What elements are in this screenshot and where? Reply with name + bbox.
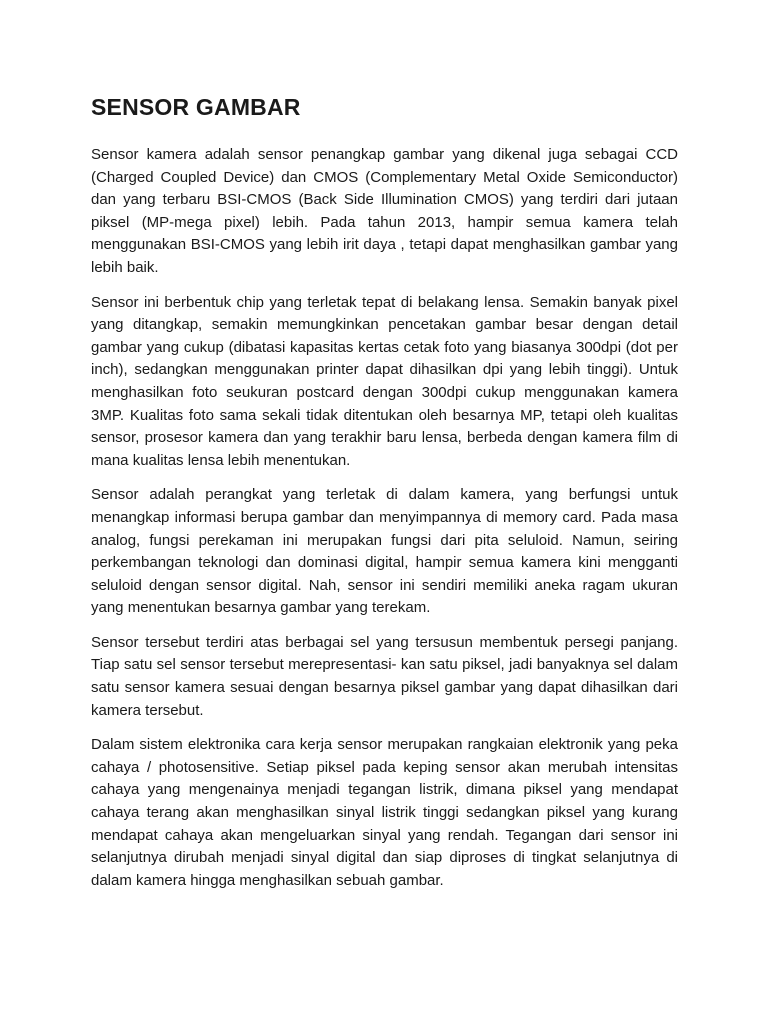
paragraph-5: Dalam sistem elektronika cara kerja sensor merupakan rangkaian elektronik yang peka cahaya / photosensitive. Setiap piksel pada keping sensor akan merubah intensitas cahaya yang mengenainya menjadi tegangan listrik, dimana piksel yang mendapat cahaya terang akan menghasilkan sinyal listrik tinggi sedangkan piksel yang kurang mendapat cahaya akan mengeluarkan sinyal yang rendah. Tegangan dari sensor ini selanjutnya dirubah menjadi sinyal digital dan siap diproses di tingkat selanjutnya di dalam kamera hingga menghasilkan sebuah gambar. — [91, 736, 678, 889]
document-title: SENSOR GAMBAR — [91, 94, 301, 120]
paragraph-4: Sensor tersebut terdiri atas berbagai sel yang tersusun membentuk persegi panjang. Tiap satu sel sensor tersebut merepresentasi- kan satu piksel, jadi banyaknya sel dalam satu sensor kamera sesuai dengan besarnya piksel gambar yang dapat dihasilkan dari kamera tersebut. — [91, 633, 678, 719]
paragraph-2: Sensor ini berbentuk chip yang terletak tepat di belakang lensa. Semakin banyak pixel yang ditangkap, semakin memungkinkan pencetakan gambar besar dengan detail gambar yang cukup (dibatasi kapasitas kertas cetak foto yang biasanya 300dpi (dot per inch), sedangkan menggunakan printer dapat dihasilkan dpi yang lebih tinggi). Untuk menghasilkan foto seukuran postcard dengan 300dpi cukup menggunakan kamera 3MP. Kualitas foto sama sekali tidak ditentukan oleh besarnya MP, tetapi oleh kualitas sensor, prosesor kamera dan yang terakhir baru lensa, berbeda dengan kamera film di mana kualitas lensa lebih menentukan. — [91, 293, 678, 469]
paragraph-1: Sensor kamera adalah sensor penangkap gambar yang dikenal juga sebagai CCD (Charged Coupled Device) dan CMOS (Complementary Metal Oxide Semiconductor) dan yang terbaru BSI-CMOS (Back Side Illumination CMOS) yang terdiri dari jutaan piksel (MP-mega pixel) lebih. Pada tahun 2013, hampir semua kamera telah menggunakan BSI-CMOS yang lebih irit daya , tetapi dapat menghasilkan gambar yang lebih baik. — [91, 146, 678, 276]
document-page — [91, 92, 678, 904]
paragraph-3: Sensor adalah perangkat yang terletak di dalam kamera, yang berfungsi untuk menangkap informasi berupa gambar dan menyimpannya di memory card. Pada masa analog, fungsi perekaman ini merupakan fungsi dari pita seluloid. Namun, seiring perkembangan teknologi dan dominasi digital, hampir semua kamera kini mengganti seluloid dengan sensor digital. Nah, sensor ini sendiri memiliki aneka ragam ukuran yang menentukan besarnya gambar yang terekam. — [91, 486, 678, 617]
